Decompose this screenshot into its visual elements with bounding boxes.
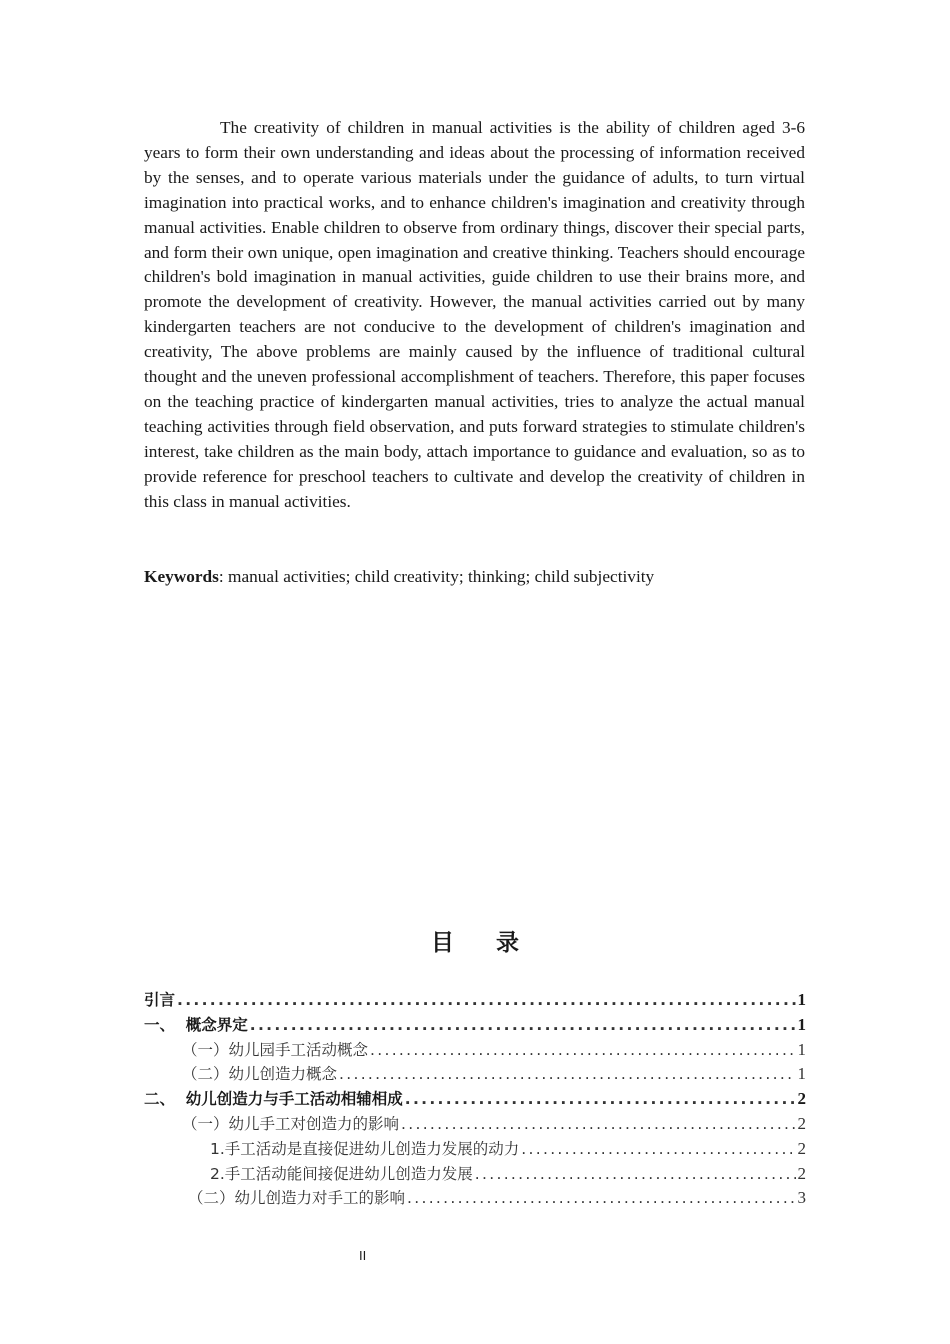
toc-entry-label: 一、 概念界定 [144, 1015, 248, 1034]
toc-entry-page: 1 [797, 990, 806, 1009]
abstract-text: The creativity of children in manual activities is the ability of children aged 3-6 years to form their own understanding and ideas about the processing of information received by the senses, and to operate various materials under the guidance of adults, to turn virtual imagination into practical works, and to enhance children's imagination and creativity through manual activities. Enable children to observe from ordinary things, discover their special parts, and form their own unique, open imagination and creative thinking. Teachers should encourage children's bold imagination in manual activities, guide children to use their brains more, and promote the development of creativity. However, the manual activities carried out by many kindergarten teachers are not conducive to the development of children's imagination and creativity, The above problems are mainly caused by the influence of traditional cultural thought and the uneven professional accomplishment of teachers. Therefore, this paper focuses on the teaching practice of kindergarten manual activities, tries to analyze the actual manual teaching activities through field observation, and puts forward strategies to stimulate children's interest, take children as the main body, attach importance to guidance and evaluation, so as to provide reference for preschool teachers to cultivate and develop the creativity of children in this class in manual activities. [144, 118, 805, 511]
toc-entry[interactable] [144, 1162, 806, 1187]
toc-entry-page: 1 [797, 1014, 806, 1034]
toc-dot-leader [405, 1186, 795, 1211]
toc-dot-leader [175, 988, 795, 1013]
toc-title: 目录 [431, 930, 561, 956]
toc-dot-leader [399, 1112, 795, 1137]
toc-dot-leader [368, 1038, 795, 1063]
toc-entry[interactable] [144, 1062, 806, 1087]
keywords-text: : manual activities; child creativity; thinking; child subjectivity [218, 567, 655, 586]
toc-entry-label: 2.手工活动能间接促进幼儿创造力发展 [210, 1164, 473, 1183]
toc-dot-leader [248, 1013, 796, 1038]
toc-entry-page: 3 [797, 1188, 806, 1208]
toc-entry-label: 1.手工活动是直接促进幼儿创造力发展的动力 [210, 1139, 520, 1158]
toc-entry-label: 二、 幼儿创造力与手工活动相辅相成 [144, 1090, 403, 1109]
toc-dot-leader [519, 1137, 795, 1162]
toc-entry-page: 1 [797, 1039, 806, 1059]
toc-entry-page: 2 [797, 1138, 806, 1158]
page-number-footer: II [359, 1248, 367, 1263]
toc-entry[interactable] [144, 1112, 806, 1137]
toc-entry[interactable] [144, 1186, 806, 1211]
toc-entry-page: 2 [797, 1089, 806, 1109]
toc-entry-label: （二）幼儿创造力对手工的影响 [188, 1189, 406, 1208]
toc-entry[interactable] [144, 988, 806, 1013]
toc-entry[interactable] [144, 1137, 806, 1162]
toc-entry-page: 1 [797, 1064, 806, 1084]
toc-entry-page: 2 [797, 1163, 806, 1183]
table-of-contents [144, 988, 806, 1211]
toc-entry[interactable] [144, 1013, 806, 1038]
keywords-label: Keywords [144, 567, 219, 586]
toc-dot-leader [403, 1087, 796, 1112]
toc-entry-label: 引言 [144, 991, 176, 1009]
toc-dot-leader [473, 1162, 796, 1187]
toc-entry-label: （一）幼儿园手工活动概念 [182, 1040, 369, 1059]
abstract-paragraph [144, 116, 805, 515]
toc-dot-leader [337, 1062, 795, 1087]
toc-entry-label: （二）幼儿创造力概念 [182, 1065, 338, 1084]
toc-entry-label: （一）幼儿手工对创造力的影响 [182, 1114, 400, 1133]
toc-entry[interactable] [144, 1087, 806, 1112]
toc-entry[interactable] [144, 1038, 806, 1063]
keywords-line [144, 565, 805, 590]
toc-entry-page: 2 [797, 1113, 806, 1133]
